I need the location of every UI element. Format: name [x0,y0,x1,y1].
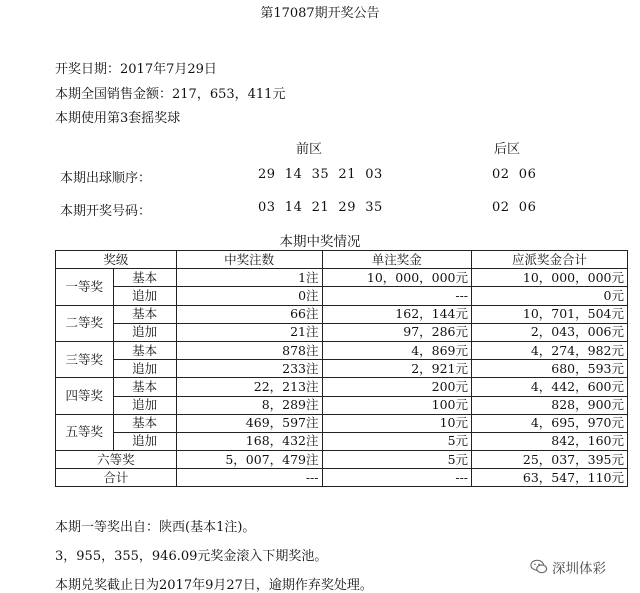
table-row [56,341,628,359]
prize-amount: --- [322,287,472,305]
prize-level-name: 四等奖 [56,378,114,414]
first-prize-origin: 本期一等奖出自：陕西(基本1注)。 [55,520,256,535]
prize-total: 828，900元 [472,396,628,414]
prize-total: 10，000，000元 [472,269,628,287]
winner-count: 8，289注 [176,396,322,414]
prize-level-name: 合计 [56,469,177,487]
watermark [530,557,606,577]
prize-type: 基本 [113,269,176,287]
total-row [56,469,628,487]
winning-back-numbers: 02 06 [492,200,537,215]
prize-amount: 200元 [322,378,472,396]
table-row [56,396,628,414]
sequence-label: 本期出球顺序： [60,171,152,186]
watermark-text: 深圳体彩 [552,561,606,577]
prize-level-name: 三等奖 [56,341,114,377]
prize-type: 基本 [113,414,176,432]
table-row [56,378,628,396]
winning-front-numbers: 03 14 21 29 35 [258,200,383,215]
sequence-front-numbers: 29 14 35 21 03 [258,167,383,182]
prize-amount: 100元 [322,396,472,414]
prize-level-name: 二等奖 [56,305,114,341]
winner-count: 233注 [176,360,322,378]
header-amount: 单注奖金 [322,251,472,269]
prize-total: 2，043，006元 [472,323,628,341]
prize-type: 基本 [113,341,176,359]
prize-total: 842，160元 [472,432,628,450]
deadline-note: 本期兑奖截止日为2017年9月27日，逾期作弃奖处理。 [55,578,373,593]
table-row [56,360,628,378]
rollover-note: 3，955，355，946.09元奖金滚入下期奖池。 [55,549,328,564]
header-total: 应派奖金合计 [472,251,628,269]
draw-date: 开奖日期：2017年7月29日 [55,62,217,77]
prize-type: 追加 [113,287,176,305]
prize-total: 10，701，504元 [472,305,628,323]
sequence-back-numbers: 02 06 [492,167,537,182]
prize-type: 追加 [113,432,176,450]
sixth-prize-row [56,451,628,469]
winner-count: 21注 [176,323,322,341]
table-row [56,269,628,287]
prize-amount: 10，000，000元 [322,269,472,287]
header-level: 奖级 [56,251,177,269]
prize-type: 基本 [113,378,176,396]
wechat-icon [530,558,548,576]
winning-label: 本期开奖号码： [60,204,152,219]
winner-count: 66注 [176,305,322,323]
prize-total: 0元 [472,287,628,305]
prize-amount: --- [322,469,472,487]
prize-total: 4，442，600元 [472,378,628,396]
front-zone-label: 前区 [296,142,323,157]
prize-level-name: 六等奖 [56,451,177,469]
prize-amount: 5元 [322,432,472,450]
prize-total: 4，274，982元 [472,341,628,359]
prize-level-name: 一等奖 [56,269,114,305]
prize-total: 4，695，970元 [472,414,628,432]
prize-amount: 4，869元 [322,341,472,359]
table-row [56,323,628,341]
winner-count: 168，432注 [176,432,322,450]
prize-type: 追加 [113,360,176,378]
header-count: 中奖注数 [176,251,322,269]
prize-type: 追加 [113,396,176,414]
prize-total: 25，037，395元 [472,451,628,469]
prize-amount: 97，286元 [322,323,472,341]
prize-amount: 2，921元 [322,360,472,378]
table-row [56,414,628,432]
back-zone-label: 后区 [494,142,521,157]
table-title: 本期中奖情况 [279,234,361,250]
table-header-row [56,251,628,269]
prize-amount: 5元 [322,451,472,469]
prize-total: 680，593元 [472,360,628,378]
prize-level-name: 五等奖 [56,414,114,450]
winner-count: 22，213注 [176,378,322,396]
page-title: 第17087期开奖公告 [260,6,380,21]
prize-type: 基本 [113,305,176,323]
prize-type: 追加 [113,323,176,341]
prize-amount: 162，144元 [322,305,472,323]
table-row [56,432,628,450]
prize-amount: 10元 [322,414,472,432]
ball-set: 本期使用第3套摇奖球 [55,111,181,126]
table-row [56,305,628,323]
prize-table [55,250,628,487]
sales-amount: 本期全国销售金额：217，653，411元 [55,87,286,102]
winner-count: 469，597注 [176,414,322,432]
winner-count: 878注 [176,341,322,359]
prize-total: 63，547，110元 [472,469,628,487]
winner-count: 1注 [176,269,322,287]
winner-count: 5，007，479注 [176,451,322,469]
winner-count: --- [176,469,322,487]
winner-count: 0注 [176,287,322,305]
table-row [56,287,628,305]
